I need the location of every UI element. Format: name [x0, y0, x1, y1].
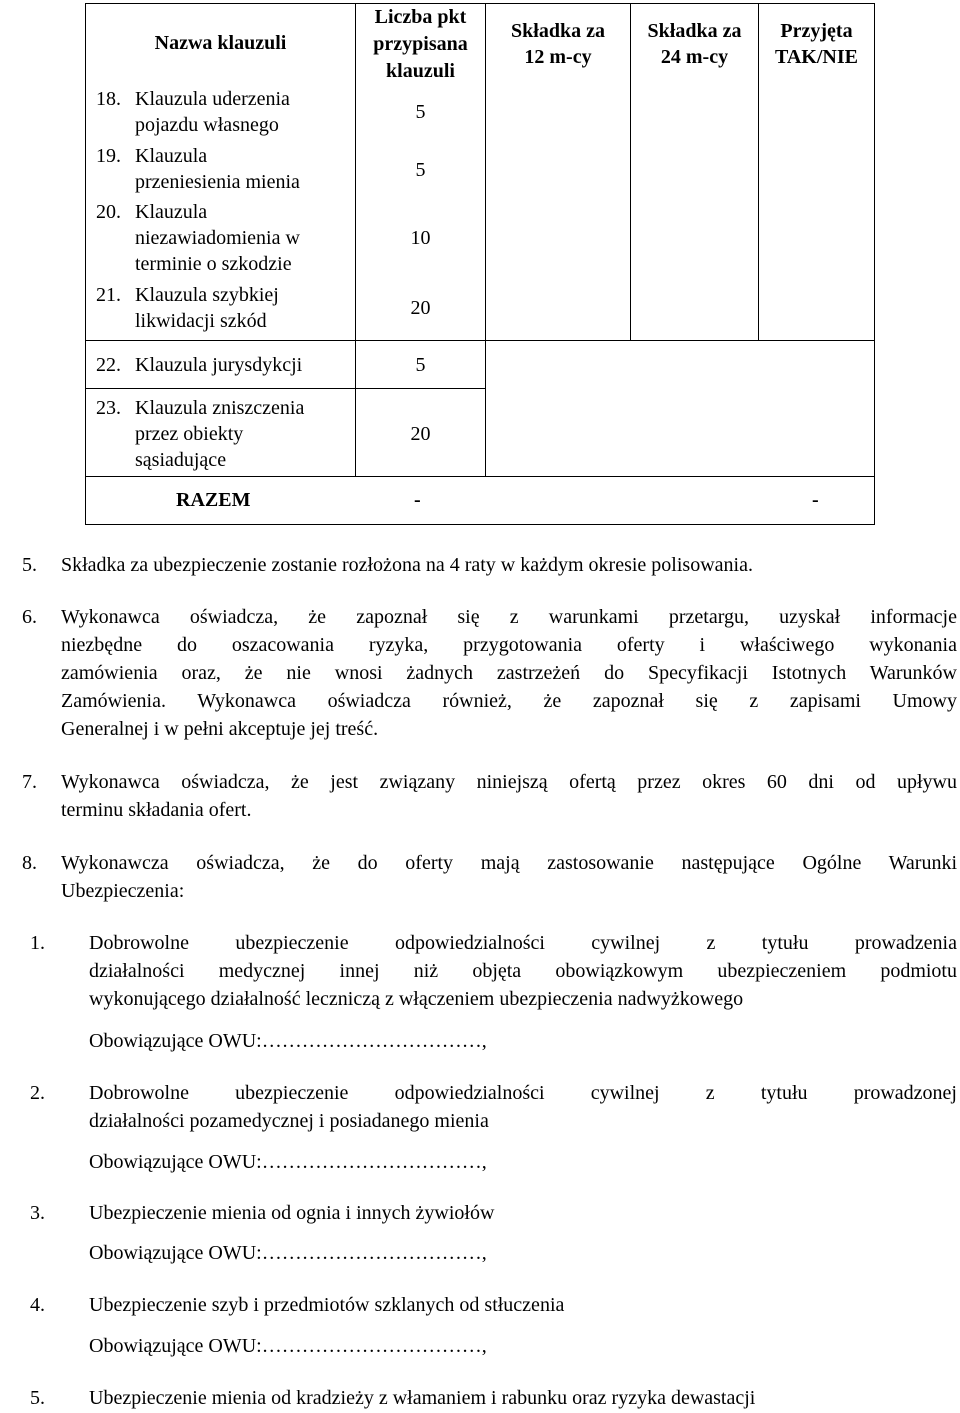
- header-accepted: Przyjęta TAK/NIE: [775, 20, 858, 68]
- owu-line: Obowiązujące OWU:……………………………,: [89, 1030, 487, 1052]
- header-premium-12: Składka za 12 m-cy: [511, 20, 605, 68]
- header-points: Liczba pkt przypisana klauzuli: [373, 6, 468, 82]
- owu-line: Obowiązujące OWU:……………………………,: [89, 1242, 487, 1264]
- owu-line: Obowiązujące OWU:……………………………,: [89, 1151, 487, 1173]
- owu-line: Obowiązujące OWU:……………………………,: [89, 1335, 487, 1357]
- header-premium-24: Składka za 24 m-cy: [647, 20, 742, 68]
- header-clause-name: Nazwa klauzuli: [154, 32, 287, 54]
